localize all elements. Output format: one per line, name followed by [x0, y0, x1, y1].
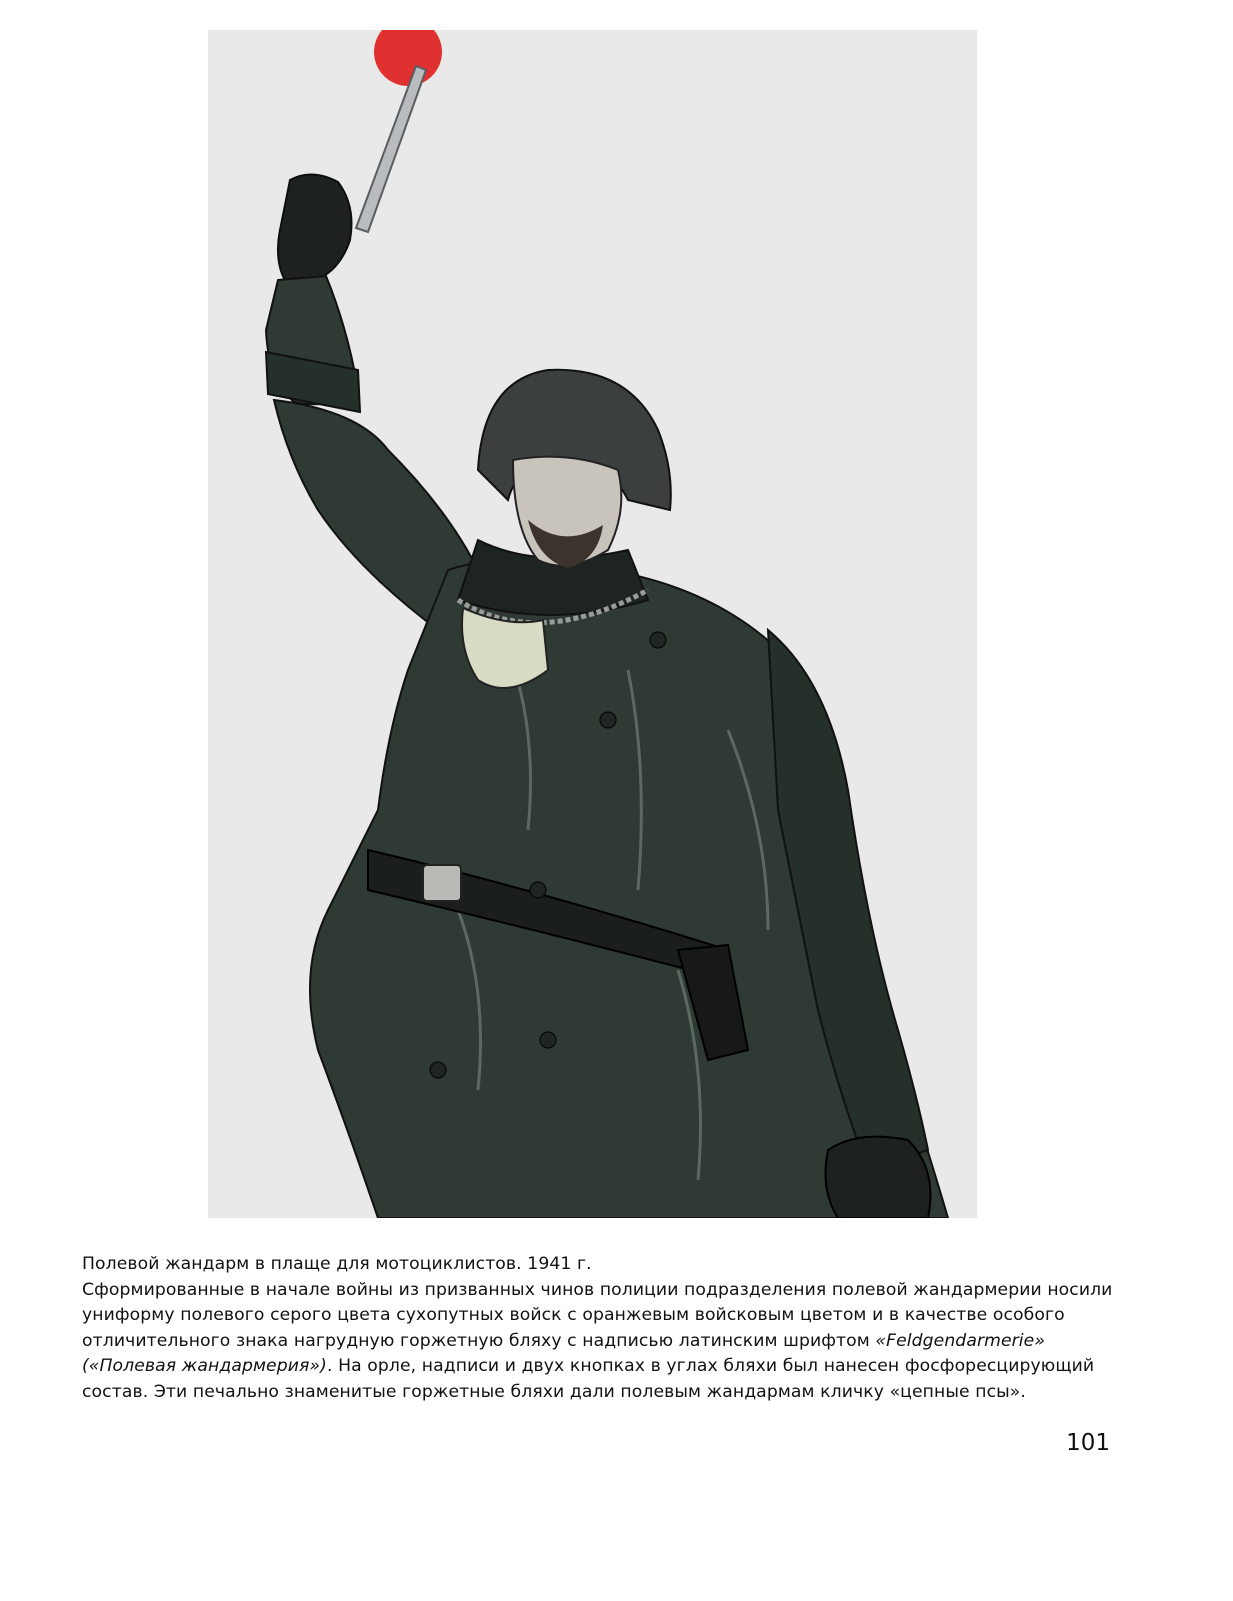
caption-body-part1: Сформированные в начале войны из призванных чинов полиции подразделения полевой жандармерии носили униформу полевого серого цвета сухопутных войск с оранжевым войсковым цветом и в качестве особого отличительного знака нагрудную горжетную бляху с надписью латинским шрифтом	[82, 1279, 1113, 1351]
illustration-field-gendarme	[208, 30, 977, 1218]
glove	[278, 174, 352, 282]
field-gendarme-drawing	[208, 30, 977, 1218]
signal-baton	[356, 30, 442, 232]
caption-body-part2: . На орле, надписи и двух кнопках в углах бляхи был нанесен фосфоресцирующий состав. Эти печально знаменитые горжетные бляхи дали полевым жандармам кличку «цепные псы».	[82, 1356, 1095, 1402]
caption-title: Полевой жандарм в плаще для мотоциклистов. 1941 г.	[82, 1254, 592, 1274]
caption-body	[82, 1278, 1132, 1406]
caption-body-italic: «Feldgendarmerie» («Полевая жандармерия»)	[82, 1330, 1046, 1376]
page-number: 101	[1066, 1430, 1110, 1456]
caption	[82, 1252, 1132, 1405]
